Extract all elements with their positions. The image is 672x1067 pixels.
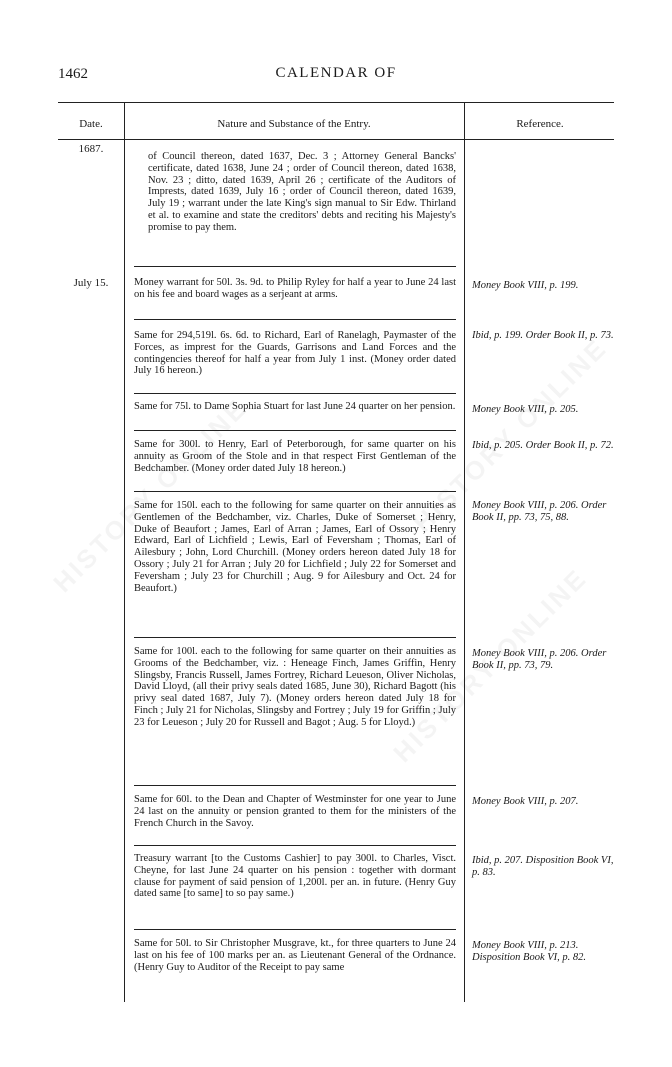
entry-separator — [134, 393, 456, 394]
entry-text: Same for 60l. to the Dean and Chapter of Westminster for one year to June 24 last on the annuity or pension granted to them for the ministers of the French Church in the Savoy. — [134, 794, 456, 829]
entry-separator — [134, 266, 456, 267]
entry-text: Same for 100l. each to the following for same quarter on their annuities as Grooms of the Bedchamber, viz. : Heneage Finch, James Griffin, Henry Slingsby, Francis Russell, James Fortrey, Richard Leueson, Oliver Nicholas, David Lloyd, (all their privy seals dated 1685, June 30), Richard Bagott (his privy seal dated 1687, July 7). (Money orders hereon dated July 18 for Finch ; July 21 for Nicholas, Slingsby and Fortrey ; July 19 for Griffin ; July 23 for Leueson ; July 20 for Russell and Bagot ; Aug. 5 for Lloyd.) — [134, 646, 456, 728]
running-head: CALENDAR OF — [275, 65, 397, 81]
entry-text: Same for 150l. each to the following for same quarter on their annuities as Gentlemen of the Bedchamber, viz. Charles, Duke of Somerset ; Henry, Duke of Beaufort ; James, Earl of Arran ; James, Earl of Ossory ; Henry Edward, Earl of Lichfield ; Lewis, Earl of Feversham ; Thomas, Earl of Ailesbury ; John, Lord Churchill. (Money orders hereon dated July 18 for Ossory ; July 21 for Arran ; July 20 for Lichfield ; July 22 for Somerset and Feversham ; July 23 for Churchill ; Aug. 9 for Ailesbury and Oct. 24 for Beaufort.) — [134, 500, 456, 594]
entry-separator — [134, 491, 456, 492]
entry-separator — [134, 319, 456, 320]
continuation-text: of Council thereon, dated 1637, Dec. 3 ; Attorney General Bancks' certificate, dated 1638, June 24 ; order of Council thereon, dated 1638, Nov. 23 ; ditto, dated 1639, April 26 ; certificate of the Auditors of Imprests, dated 1639, July 16 ; order of Council thereon, dated 1639, July 19 ; warrant under the late King's sign manual to Sir Edw. Thirland et al. to examine and state the creditors' debts and reciting his Majesty's promise to pay them. — [148, 151, 456, 233]
page-number: 1462 — [58, 66, 88, 82]
year-label: 1687. — [78, 143, 104, 155]
entry-reference: Money Book VIII, p. 199. — [472, 280, 579, 291]
column-divider-reference — [464, 102, 465, 1002]
entry-date: July 15. — [73, 277, 109, 289]
entry-separator — [134, 785, 456, 786]
entry-text: Same for 50l. to Sir Christopher Musgrave, kt., for three quarters to June 24 last on his fee of 100 marks per an. as Lieutenant General of the Ordnance. (Henry Guy to Auditor of the Receipt to pay same — [134, 938, 456, 973]
entry-text: Treasury warrant [to the Customs Cashier] to pay 300l. to Charles, Visct. Cheyne, for last June 24 quarter on his pension : together with dormant clause for payment of said pension of 1,200l. per an. in future. (Henry Guy dated same [to same] to so pay same.) — [134, 853, 456, 900]
entry-reference: Money Book VIII, p. 207. — [472, 796, 579, 807]
column-header-nature: Nature and Substance of the Entry. — [217, 118, 371, 130]
column-header-date: Date. — [79, 118, 103, 130]
entry-text: Money warrant for 50l. 3s. 9d. to Philip Ryley for half a year to June 24 last on his fee and board wages as a serjeant at arms. — [134, 277, 456, 300]
column-header-reference: Reference. — [516, 118, 564, 130]
column-divider-date — [124, 102, 125, 1002]
entry-reference: Ibid, p. 207. Disposition Book VI, p. 83. — [472, 855, 614, 878]
entry-separator — [134, 430, 456, 431]
entry-reference: Money Book VIII, p. 213. Disposition Book VI, p. 82. — [472, 940, 587, 963]
entry-separator — [134, 929, 456, 930]
entry-reference: Money Book VIII, p. 206. Order Book II, pp. 73, 79. — [472, 648, 607, 671]
table-top-rule — [58, 102, 614, 103]
entry-separator — [134, 637, 456, 638]
entry-reference: Ibid, p. 199. Order Book II, p. 73. — [472, 330, 614, 341]
entry-reference: Ibid, p. 205. Order Book II, p. 72. — [472, 440, 614, 451]
entry-text: Same for 294,519l. 6s. 6d. to Richard, Earl of Ranelagh, Paymaster of the Forces, as imprest for the Guards, Garrisons and Land Forces and the contingencies thereof for half a year from July 1 inst. (Money order dated July 16 hereon.) — [134, 330, 456, 377]
entry-text: Same for 300l. to Henry, Earl of Peterborough, for same quarter on his annuity as Groom of the Stole and in that respect First Gentleman of the Bedchamber. (Money order dated July 18 hereon.) — [134, 439, 456, 474]
entry-separator — [134, 845, 456, 846]
entry-reference: Money Book VIII, p. 205. — [472, 404, 579, 415]
entry-text: Same for 75l. to Dame Sophia Stuart for last June 24 quarter on her pension. — [134, 401, 456, 412]
table-head-rule — [58, 139, 614, 140]
entry-reference: Money Book VIII, p. 206. Order Book II, pp. 73, 75, 88. — [472, 500, 607, 523]
